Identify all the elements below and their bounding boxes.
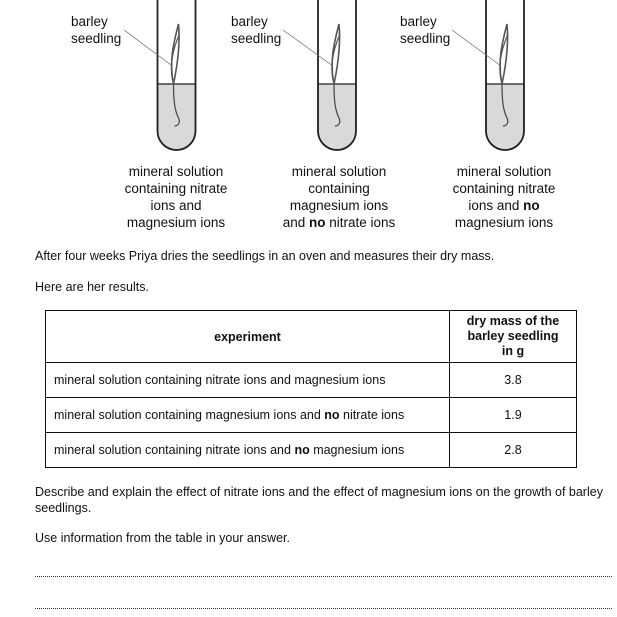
table-row bbox=[46, 363, 577, 398]
answer-line-1[interactable] bbox=[35, 574, 612, 577]
header-line: dry mass of the bbox=[466, 314, 560, 328]
caption-line: ions and bbox=[150, 198, 202, 213]
table-row bbox=[46, 398, 577, 433]
dry-mass-cell: 3.8 bbox=[450, 363, 577, 398]
header-line: in g bbox=[501, 344, 525, 358]
experiment-cell: mineral solution containing magnesium ions and no nitrate ions bbox=[46, 398, 450, 433]
caption-line: containing bbox=[308, 181, 370, 196]
mineral-solution bbox=[158, 84, 196, 150]
caption-line: containing nitrate bbox=[452, 181, 556, 196]
seedling-label-1 bbox=[71, 13, 121, 47]
tube-caption-3 bbox=[434, 163, 574, 231]
header-dry-mass bbox=[450, 311, 577, 363]
answer-line-2[interactable] bbox=[35, 606, 612, 609]
question-instruction: Use information from the table in your answer. bbox=[35, 531, 290, 545]
experiment-cell: mineral solution containing nitrate ions and no magnesium ions bbox=[46, 433, 450, 468]
caption-line: and no nitrate ions bbox=[282, 215, 396, 230]
label-pointer-line bbox=[124, 30, 173, 66]
label-line: seedling bbox=[71, 31, 122, 46]
label-line: seedling bbox=[231, 31, 282, 46]
table-row bbox=[46, 433, 577, 468]
caption-line: magnesium ions bbox=[454, 215, 554, 230]
tube-caption-2 bbox=[269, 163, 409, 231]
caption-line: mineral solution bbox=[291, 164, 387, 179]
mineral-solution bbox=[318, 84, 356, 150]
label-line: barley bbox=[231, 14, 268, 29]
label-line: barley bbox=[400, 14, 437, 29]
caption-line: mineral solution bbox=[456, 164, 552, 179]
table-header-row bbox=[46, 311, 577, 363]
results-table bbox=[45, 310, 577, 468]
caption-line: magnesium ions bbox=[289, 198, 389, 213]
mineral-solution bbox=[486, 84, 524, 150]
experiment-cell: mineral solution containing nitrate ions and magnesium ions bbox=[46, 363, 450, 398]
label-line: barley bbox=[71, 14, 108, 29]
label-line: seedling bbox=[400, 31, 451, 46]
header-line: barley seedling bbox=[467, 329, 559, 343]
label-pointer-line bbox=[452, 30, 501, 66]
caption-line: mineral solution bbox=[128, 164, 224, 179]
header-experiment: experiment bbox=[46, 311, 450, 363]
dry-mass-cell: 2.8 bbox=[450, 433, 577, 468]
caption-line: ions and no bbox=[468, 198, 540, 213]
seedling-label-2 bbox=[231, 13, 281, 47]
caption-line: containing nitrate bbox=[124, 181, 228, 196]
label-pointer-line bbox=[283, 30, 333, 66]
instruction-results: Here are her results. bbox=[35, 280, 149, 294]
seedling-label-3 bbox=[400, 13, 450, 47]
dry-mass-cell: 1.9 bbox=[450, 398, 577, 433]
caption-line: magnesium ions bbox=[126, 215, 226, 230]
tube-caption-1 bbox=[106, 163, 246, 231]
instruction-dry-mass: After four weeks Priya dries the seedlings in an oven and measures their dry mass. bbox=[35, 249, 495, 263]
question-text: Describe and explain the effect of nitrate ions and the effect of magnesium ions on the growth of barley seedlings. bbox=[35, 485, 603, 515]
